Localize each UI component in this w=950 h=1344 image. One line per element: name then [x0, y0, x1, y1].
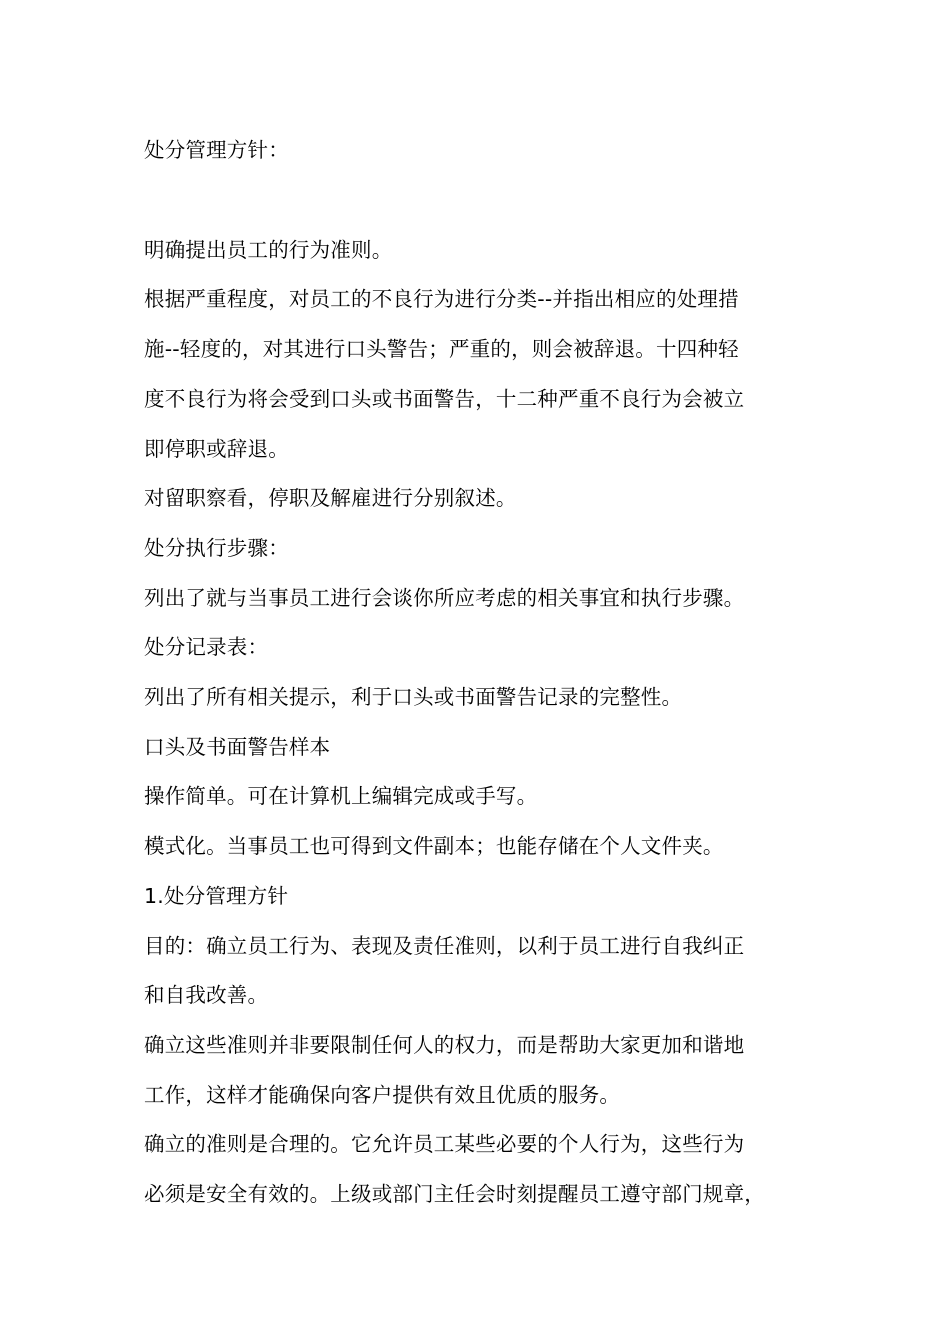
text-line: 度不良行为将会受到口头或书面警告，十二种严重不良行为会被立 [144, 386, 745, 411]
text-line: 模式化。当事员工也可得到文件副本；也能存储在个人文件夹。 [144, 834, 724, 859]
text-line: 和自我改善。 [144, 983, 269, 1008]
text-line: 确立的准则是合理的。它允许员工某些必要的个人行为，这些行为 [144, 1132, 745, 1157]
text-line: 明确提出员工的行为准则。 [144, 237, 393, 262]
text-line: 必须是安全有效的。上级或部门主任会时刻提醒员工遵守部门规章， [144, 1182, 765, 1207]
text-line: 确立这些准则并非要限制任何人的权力，而是帮助大家更加和谐地 [144, 1032, 745, 1057]
text-line: 列出了所有相关提示，利于口头或书面警告记录的完整性。 [144, 685, 683, 710]
text-line: 列出了就与当事员工进行会谈你所应考虑的相关事宜和执行步骤。 [144, 585, 745, 610]
text-line: 即停职或辞退。 [144, 436, 289, 461]
text-line: 施--轻度的，对其进行口头警告；严重的，则会被辞退。十四种轻 [144, 337, 739, 362]
text-line: 对留职察看，停职及解雇进行分别叙述。 [144, 486, 517, 511]
blank-line [144, 176, 834, 226]
section-heading: 处分管理方针： [144, 138, 289, 162]
text-line: 操作简单。可在计算机上编辑完成或手写。 [144, 784, 538, 809]
text-line: 处分记录表： [144, 635, 269, 660]
text-line: 根据严重程度，对员工的不良行为进行分类--并指出相应的处理措 [144, 287, 739, 312]
text-line: 1.处分管理方针 [144, 883, 289, 908]
text-line: 目的：确立员工行为、表现及责任准则，以利于员工进行自我纠正 [144, 933, 745, 958]
text-line: 处分执行步骤： [144, 535, 289, 560]
document-body [144, 126, 834, 1220]
text-line: 口头及书面警告样本 [144, 734, 331, 759]
text-line: 工作，这样才能确保向客户提供有效且优质的服务。 [144, 1082, 621, 1107]
